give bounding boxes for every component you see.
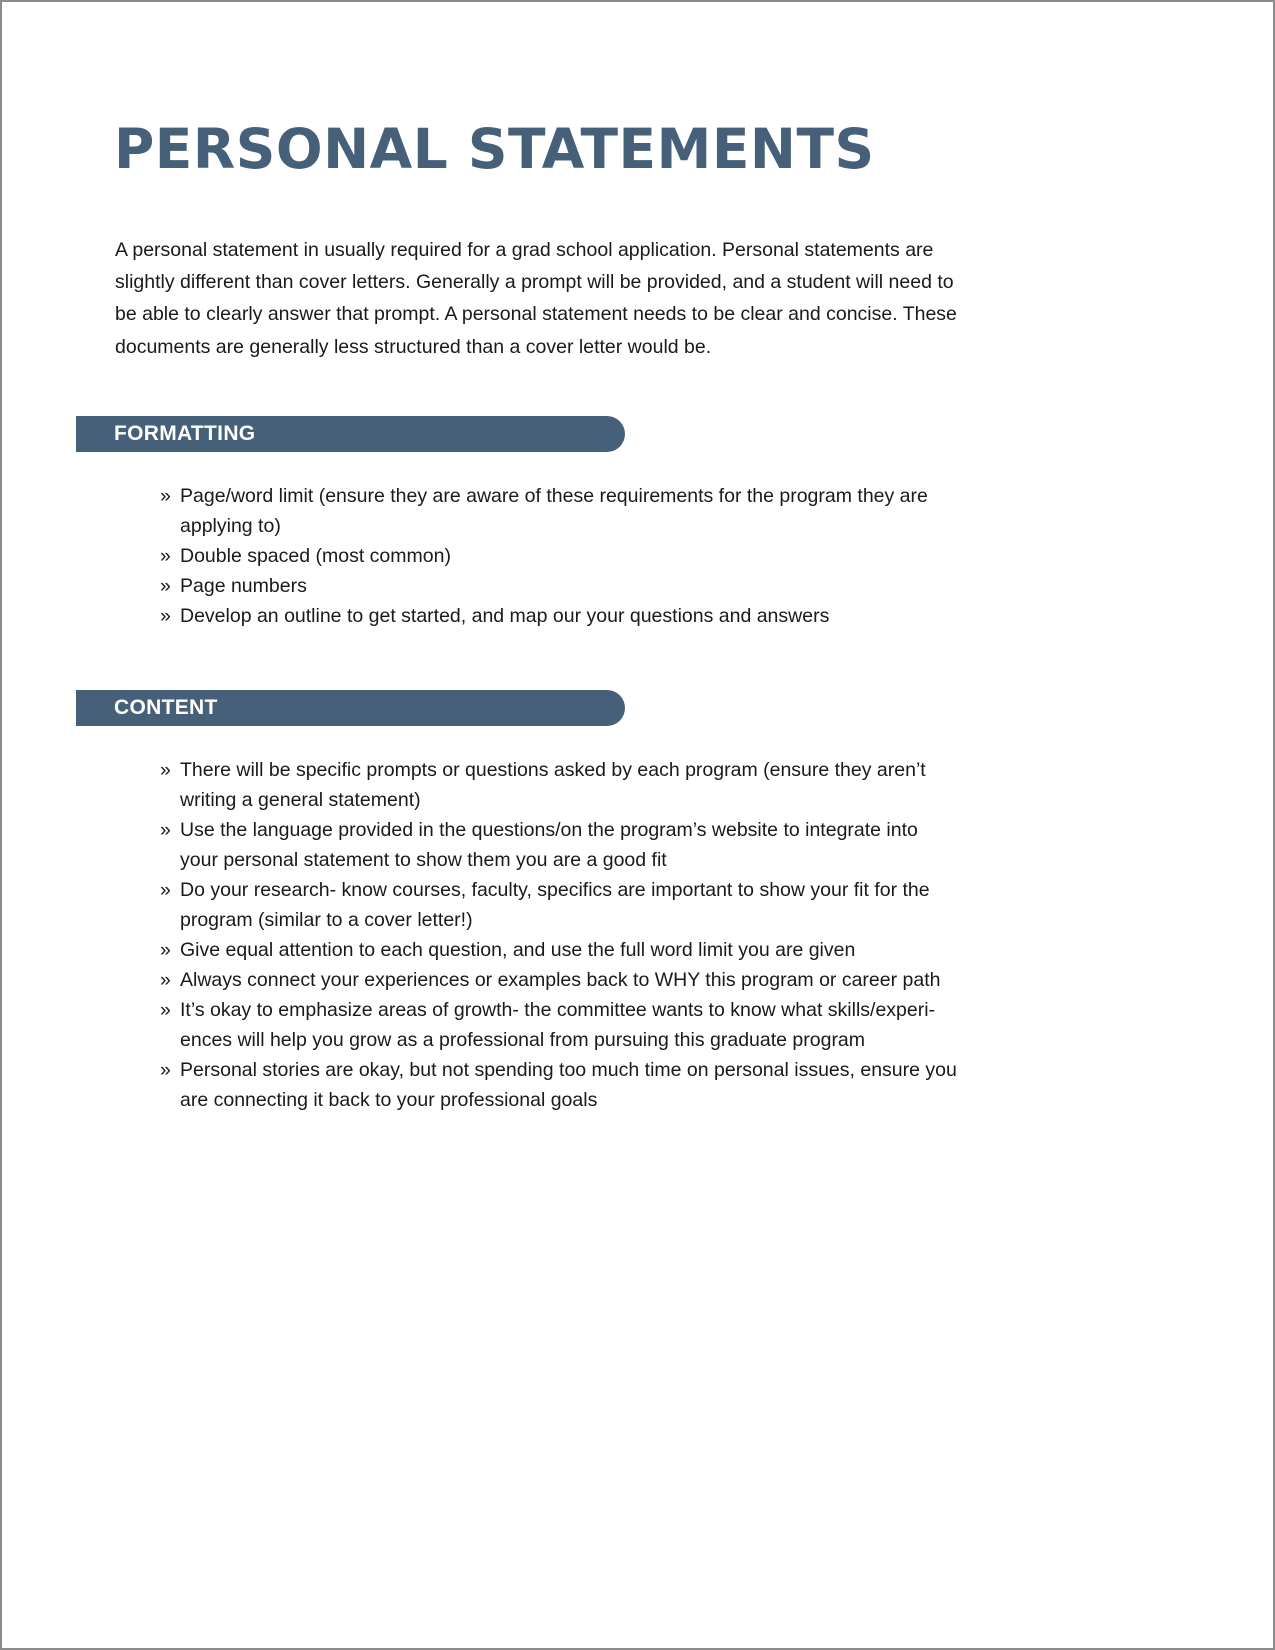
list-item — [160, 965, 960, 995]
chevron-double-right-icon: » — [160, 939, 171, 961]
content-list — [160, 755, 960, 1115]
chevron-double-right-icon: » — [160, 759, 171, 781]
chevron-double-right-icon: » — [160, 545, 171, 567]
list-item — [160, 601, 960, 631]
intro-paragraph: A personal statement in usually required for a grad school application. Personal statements are slightly different than cover letters. Generally a prompt will be provided, and a student will need to be able to clearly answer that prompt. A personal statement needs to be clear and concise. These documents are generally less structured than a cover letter would be. — [115, 239, 957, 358]
chevron-double-right-icon: » — [160, 999, 171, 1021]
section-header-content — [76, 690, 625, 726]
page-title: PERSONAL STATEMENTS — [114, 117, 875, 181]
chevron-double-right-icon: » — [160, 1059, 171, 1081]
list-item — [160, 995, 960, 1055]
list-item — [160, 755, 960, 815]
section-heading-label: FORMATTING — [114, 422, 256, 445]
chevron-double-right-icon: » — [160, 485, 171, 507]
chevron-double-right-icon: » — [160, 969, 171, 991]
list-item — [160, 571, 960, 601]
list-item — [160, 815, 960, 875]
list-item-text: Do your research- know courses, faculty, specifics are important to show your fit for the program (similar to a cover letter!) — [180, 879, 930, 931]
list-item — [160, 481, 960, 541]
list-item-text: Personal stories are okay, but not spending too much time on personal issues, ensure you are connecting it back to your professional goals — [180, 1059, 957, 1111]
list-item-text: Give equal attention to each question, and use the full word limit you are given — [180, 939, 856, 961]
chevron-double-right-icon: » — [160, 605, 171, 627]
list-item-text: It’s okay to emphasize areas of growth- the committee wants to know what skills/experi-ences will help you grow as a professional from pursuing this graduate program — [180, 999, 936, 1051]
chevron-double-right-icon: » — [160, 819, 171, 841]
chevron-double-right-icon: » — [160, 879, 171, 901]
list-item-text: There will be specific prompts or questions asked by each program (ensure they aren’t writing a general statement) — [180, 759, 926, 811]
list-item — [160, 935, 960, 965]
list-item-text: Always connect your experiences or examples back to WHY this program or career path — [180, 969, 941, 991]
section-header-formatting — [76, 416, 625, 452]
list-item-text: Develop an outline to get started, and map our your questions and answers — [180, 605, 830, 627]
list-item-text: Page/word limit (ensure they are aware of these requirements for the program they are applying to) — [180, 485, 928, 537]
list-item-text: Double spaced (most common) — [180, 545, 451, 567]
list-item — [160, 1055, 960, 1115]
section-heading-label: CONTENT — [114, 696, 218, 719]
list-item-text: Use the language provided in the questions/on the program’s website to integrate into your personal statement to show them you are a good fit — [180, 819, 918, 871]
chevron-double-right-icon: » — [160, 575, 171, 597]
list-item-text: Page numbers — [180, 575, 307, 597]
list-item — [160, 541, 960, 571]
list-item — [160, 875, 960, 935]
formatting-list — [160, 481, 960, 631]
